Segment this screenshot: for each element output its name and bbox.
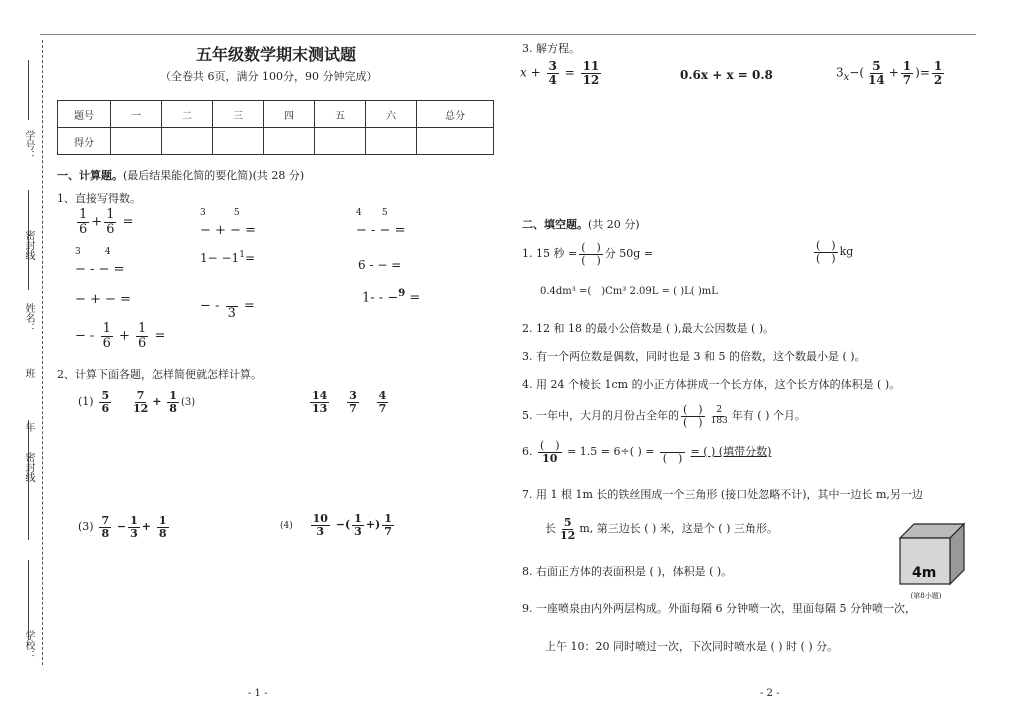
q2-label: 2、计算下面各题，怎样简便就怎样计算。 [57,368,262,381]
equation-3: $3_x-$( $\frac{5}{14}$ + $\frac{1}{7}$ )= $\frac{1}{2}$ [836,59,943,87]
q1-item-8: − - 3 = [200,292,255,320]
cube-figure [898,520,966,601]
score-cell[interactable] [315,128,366,155]
cube-label: 4m [912,565,937,581]
score-row-label: 得分 [58,128,111,155]
page-title: 五年级数学期末测试题 [196,45,357,64]
score-table-header-row [58,101,494,128]
q1-item-1: $\frac{1}{6}$ + $\frac{1}{6}$ = [79,207,134,237]
top-rule [40,34,976,35]
fill-item-4: 4. 用 24 个棱长 1cm 的小正方体拼成一个长方体，这个长方体的体积是 ( )。 [522,378,901,391]
section2-note: (共 20 分) [588,218,640,231]
cube-icon [898,520,966,594]
fraction: $\frac{1}{8}$ [158,514,167,540]
fraction: $\frac{( )}{( )}$ [683,403,703,429]
fraction: $\frac{1}{2}$ [933,59,943,87]
fill-item-7: 7. 用 1 根 1m 长的铁丝围成一个三角形 (接口处忽略不计)，其中一边长 m,另一边 [522,488,923,501]
equation-2: 0.6x + x = 0.8 [680,68,773,82]
fill-item-5: 5. 一年中，大月的月份占全年的 $\frac{( )}{( )}$ $\frac{2}{183}$ 年有 ( ) 个月。 [522,403,806,429]
score-header-cell: 二 [162,101,213,128]
sidebar-underline-1 [28,60,29,120]
fill-item-1-kg: $\frac{( )}{( )}$ kg [816,239,854,265]
score-cell[interactable] [111,128,162,155]
fill-item-1b: 0.4dm³ =( )Cm³ 2.09L = ( )L( )mL [540,286,718,297]
binding-dashed-line [42,40,44,665]
score-cell[interactable] [162,128,213,155]
fraction: $\frac{14}{13}$ [312,389,328,415]
fraction: $\frac{5}{14}$ [868,59,885,87]
fraction: $\frac{7}{8}$ [101,514,110,540]
fraction: $\frac{7}{12}$ [132,389,149,415]
fraction: $\frac{1}{7}$ [902,59,912,87]
score-cell[interactable] [213,128,264,155]
fraction: $\frac{10}{3}$ [312,512,328,538]
fraction: $\frac{1}{6}$ [138,321,147,351]
fraction: $\frac{( )}{( )}$ [581,241,601,267]
section1-header [57,167,304,183]
fraction: $\frac{5}{6}$ [101,389,110,415]
q1-item-7: − + − = [75,292,131,307]
fraction: $\frac{1}{7}$ [384,512,392,538]
label-grade: 年 [23,422,34,432]
score-cell[interactable] [417,128,494,155]
page-number-2: - 2 - [760,688,780,699]
fraction: $\frac{3}{7}$ [349,389,357,415]
label-seal-line-2: 密封线 [23,452,34,482]
section2-heading: 二、填空题。 [522,218,588,231]
fraction: $\frac{1}{6}$ [102,321,111,351]
q3-heading: 3. 解方程。 [522,42,580,55]
score-header-cell: 三 [213,101,264,128]
q2-problem-3: (3) $\frac{7}{8}$ − $\frac{1}{3}$ + $\frac{1}{8}$ [78,514,167,540]
fraction: $\frac{( )}{10}$ [540,439,560,465]
label-school: 学校： [23,630,34,660]
fraction: $\frac{1}{6}$ [106,207,115,237]
fraction: 3 [226,292,238,320]
score-header-cell: 四 [264,101,315,128]
score-header-cell: 五 [315,101,366,128]
label-student-number: 学号： [23,130,34,160]
fraction: $\frac{3}{4}$ [548,59,557,87]
fraction: $\frac{( )}{( )}$ [816,239,836,265]
page-subtitle: （全卷共 6页，满分 100分，90 分钟完成） [160,70,378,83]
q1-item-9: 1- - −$^9$ = [362,288,421,306]
fill-item-6: 6. $\frac{( )}{10}$ = 1.5 = 6÷( ) = ( ) = ( ) (填带分数) [522,439,772,465]
section2-header [522,216,640,232]
score-header-cell: 六 [366,101,417,128]
fill-item-1: 1. 15 秒 = $\frac{( )}{( )}$ 分 50g = [522,241,654,267]
q1-item-5: $1- -1^1=$ [200,250,255,265]
score-header-cell: 总分 [417,101,494,128]
score-table [57,100,494,155]
fill-item-8: 8. 右面正方体的表面积是 ( )，体积是 ( )。 [522,565,733,578]
q2-problem-1: (1) $\frac{5}{6}$ $\frac{7}{12}$ + $\frac{1}{8}$ (3) [78,389,196,415]
fraction: $\frac{1}{6}$ [79,207,88,237]
label-seal-line-1: 密封线 [23,230,34,260]
section1-note: (最后结果能化简的要化简)(共 28 分) [123,169,305,182]
q1-item-10: − - $\frac{1}{6}$ + $\frac{1}{6}$ = [75,321,166,351]
fill-item-2: 2. 12 和 18 的最小公倍数是 ( ),最大公因数是 ( )。 [522,322,775,335]
fraction: $\frac{11}{12}$ [582,59,600,87]
fill-item-7b: 长 $\frac{5}{12}$ m, 第三边长 ( ) 米，这是个 ( ) 三角形。 [545,516,778,542]
q2-problem-4: (4) $\frac{10}{3}$ −( $\frac{1}{3}$ +) $\frac{1}{7}$ [280,512,392,538]
q1-item-6: 6 - − = [358,258,402,272]
score-cell[interactable] [366,128,417,155]
q1-label: 1、直接写得数。 [57,192,141,205]
q1-item-2: $^3$ $^5$ − + − = [200,208,256,238]
fraction: $\frac{1}{8}$ [169,389,177,415]
fill-item-3: 3. 有一个两位数是偶数，同时也是 3 和 5 的倍数，这个数最小是 ( )。 [522,350,866,363]
cube-caption: (第8小题) [910,592,942,600]
page-number-1: - 1 - [248,688,268,699]
fill-item-9b: 上午 10：20 同时喷过一次，下次同时喷水是 ( ) 时 ( ) 分。 [545,640,839,653]
section1-heading: 一、计算题。 [57,169,123,182]
sidebar-underline-4 [28,560,29,640]
fraction: $\frac{1}{3}$ [354,512,362,538]
fill-item-9: 9. 一座喷泉由内外两层构成。外面每隔 6 分钟喷一次，里面每隔 5 分钟喷一次， [522,602,916,615]
q1-item-4: $^3$ $^4$ − - − = [75,247,125,277]
q1-item-3: $^4$ $^5$ − - − = [356,208,406,238]
q2-problem-2 [308,390,390,414]
fraction: $\frac{5}{12}$ [560,516,576,542]
score-cell[interactable] [264,128,315,155]
fraction: $\frac{2}{183}$ [710,405,728,426]
label-class: 班 [23,368,34,378]
equation-1: x + $\frac{3}{4}$ = $\frac{11}{12}$ [520,59,600,87]
fraction: ( ) [660,440,685,464]
score-table-score-row [58,128,494,155]
fraction: $\frac{4}{7}$ [378,389,387,415]
fraction: $\frac{1}{3}$ [130,514,138,540]
label-name: 姓名： [23,303,34,333]
score-header-cell: 一 [111,101,162,128]
score-header-cell: 题号 [58,101,111,128]
